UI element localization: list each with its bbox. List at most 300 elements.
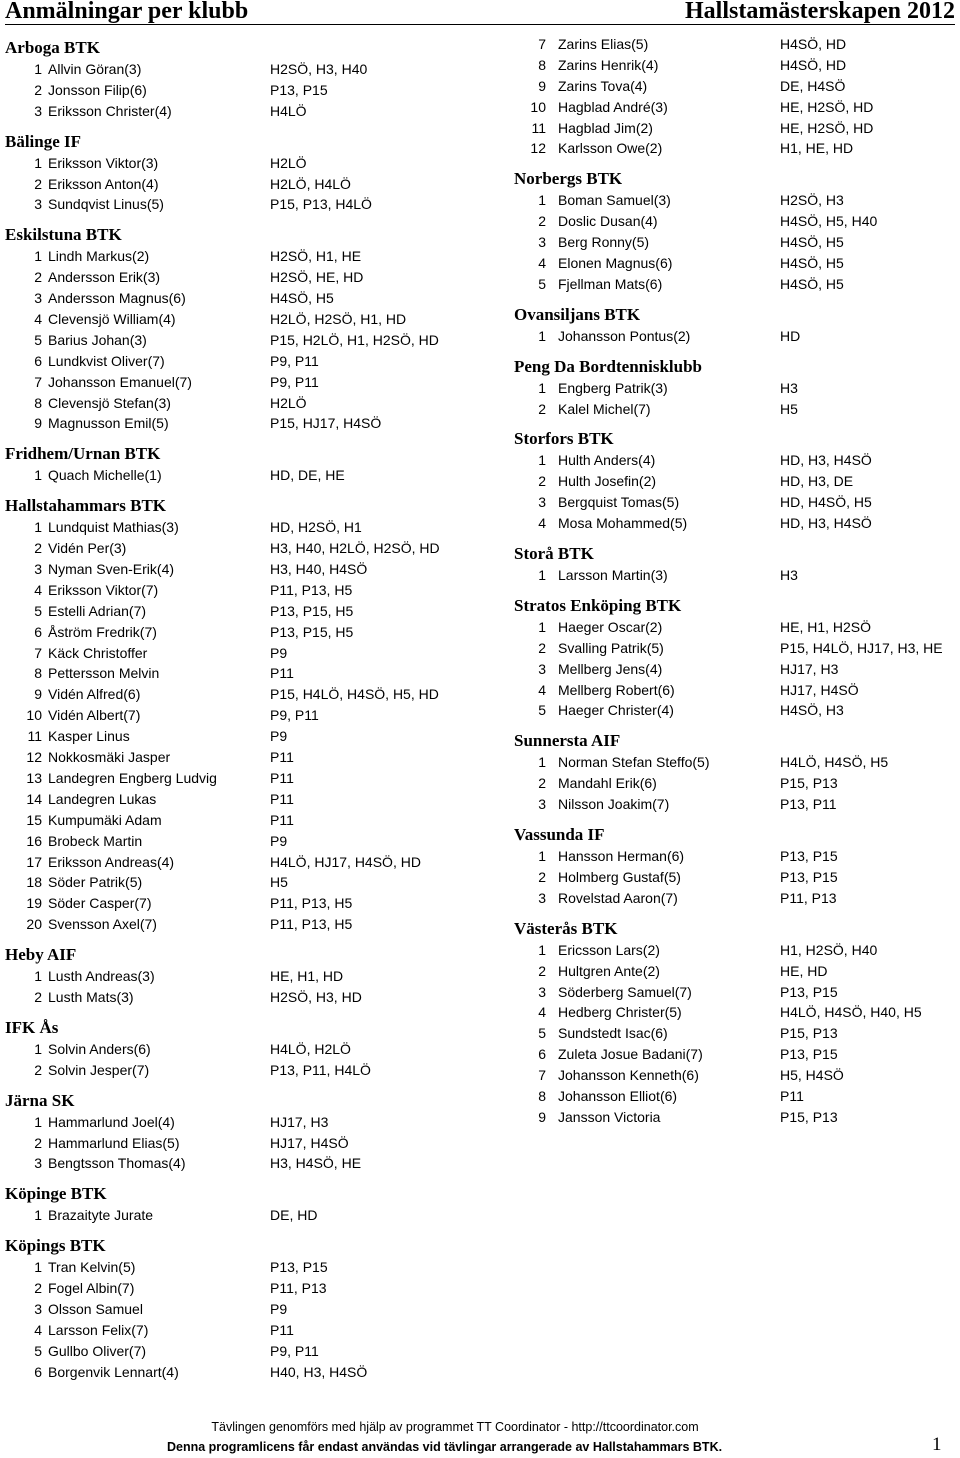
player-row <box>5 580 475 601</box>
entry-number: 3 <box>538 494 546 511</box>
player-name: Söder Patrik(5) <box>48 874 143 891</box>
entry-number: 2 <box>34 81 42 98</box>
player-row <box>514 118 954 139</box>
club-heading: Köpings BTK <box>5 1236 106 1256</box>
event-list: H3 <box>780 567 798 584</box>
player-row <box>514 232 954 253</box>
player-row <box>5 246 475 267</box>
event-list: P9, P11 <box>270 352 319 369</box>
player-row <box>514 399 954 420</box>
page-title: Anmälningar per klubb <box>5 0 249 24</box>
player-name: Söder Casper(7) <box>48 895 152 912</box>
player-name: Quach Michelle(1) <box>48 467 162 484</box>
player-name: Hagblad André(3) <box>558 98 668 115</box>
player-name: Holmberg Gustaf(5) <box>558 868 681 885</box>
player-row <box>514 982 954 1003</box>
player-row <box>5 705 475 726</box>
player-row <box>5 1341 475 1362</box>
club-heading: Bälinge IF <box>5 131 82 151</box>
player-row <box>5 80 475 101</box>
event-list: H4SÖ, HD <box>780 56 847 73</box>
event-list: H2SÖ, H3, HD <box>270 988 362 1005</box>
player-name: Kalel Michel(7) <box>558 400 651 417</box>
player-name: Engberg Patrik(3) <box>558 379 668 396</box>
entry-number: 12 <box>26 749 42 766</box>
player-row <box>5 465 475 486</box>
event-list: P9 <box>270 728 288 745</box>
event-list: P15, P13 <box>780 775 838 792</box>
event-list: P11 <box>270 749 294 766</box>
event-list: P9, P11 <box>270 707 319 724</box>
player-row <box>5 622 475 643</box>
player-row <box>5 987 475 1008</box>
entry-number: 2 <box>538 868 546 885</box>
player-name: Sundqvist Linus(5) <box>48 196 164 213</box>
player-row <box>514 55 954 76</box>
player-row <box>514 138 954 159</box>
player-row <box>5 174 475 195</box>
player-row <box>5 517 475 538</box>
player-name: Olsson Samuel <box>48 1300 143 1317</box>
event-list: H2LÖ <box>270 394 307 411</box>
player-name: Pettersson Melvin <box>48 665 160 682</box>
entry-number: 10 <box>26 707 42 724</box>
player-row <box>514 1107 954 1128</box>
player-row <box>514 76 954 97</box>
event-list: H2LÖ, H2SÖ, H1, HD <box>270 311 407 328</box>
player-name: Lusth Andreas(3) <box>48 968 155 985</box>
player-name: Lundquist Mathias(3) <box>48 519 179 536</box>
event-list: H2SÖ, H3, H40 <box>270 61 368 77</box>
event-list: H3, H40, H4SÖ <box>270 561 368 578</box>
event-list: HE, H2SÖ, HD <box>780 98 874 115</box>
entry-number: 3 <box>538 889 546 906</box>
page-header <box>5 0 955 25</box>
player-name: Haeger Oscar(2) <box>558 618 663 635</box>
player-name: Clevensjö William(4) <box>48 311 176 328</box>
event-title: Hallstamästerskapen 2012 <box>685 0 955 24</box>
entry-number: 1 <box>34 61 42 77</box>
event-list: H4LÖ, H4SÖ, H40, H5 <box>780 1004 922 1021</box>
player-row <box>514 888 954 909</box>
event-list: H3, H40, H2LÖ, H2SÖ, HD <box>270 540 440 557</box>
club-heading: Köpinge BTK <box>5 1184 107 1204</box>
left-column <box>5 31 475 1383</box>
player-name: Käck Christoffer <box>48 644 148 661</box>
club-heading: Västerås BTK <box>514 918 618 938</box>
player-row <box>514 773 954 794</box>
event-list: P11 <box>270 665 294 682</box>
entry-number: 2 <box>34 1061 42 1078</box>
event-list: H1, H2SÖ, H40 <box>780 941 878 958</box>
player-name: Brobeck Martin <box>48 832 143 849</box>
player-name: Hedberg Christer(5) <box>558 1004 682 1021</box>
player-row <box>5 684 475 705</box>
player-name: Landegren Lukas <box>48 790 157 807</box>
event-list: P11, P13, H5 <box>270 895 353 912</box>
entry-number: 4 <box>34 1321 42 1338</box>
event-list: H5 <box>270 874 288 891</box>
player-name: Vidén Albert(7) <box>48 707 141 724</box>
entry-number: 17 <box>26 853 42 870</box>
club-heading: Stratos Enköping BTK <box>514 595 682 615</box>
event-list: P11 <box>270 1321 294 1338</box>
entry-number: 1 <box>538 327 546 344</box>
entry-number: 6 <box>34 352 42 369</box>
event-list: HD, H3, H4SÖ <box>780 515 872 532</box>
player-name: Elonen Magnus(6) <box>558 255 673 272</box>
entry-number: 16 <box>26 832 42 849</box>
player-row <box>5 1362 475 1383</box>
player-name: Sundstedt Isac(6) <box>558 1025 668 1042</box>
player-name: Jansson Victoria <box>558 1108 661 1125</box>
player-name: Zarins Henrik(4) <box>558 56 659 73</box>
player-row <box>514 1044 954 1065</box>
player-name: Johansson Emanuel(7) <box>48 373 192 390</box>
entry-number: 9 <box>34 686 42 703</box>
entry-number: 12 <box>530 140 546 157</box>
event-list: HD, H3, DE <box>780 473 854 490</box>
entry-number: 1 <box>34 519 42 536</box>
entry-number: 2 <box>34 269 42 286</box>
entry-number: 8 <box>538 1087 546 1104</box>
player-row <box>514 1086 954 1107</box>
player-name: Hammarlund Joel(4) <box>48 1113 175 1130</box>
player-name: Hultgren Ante(2) <box>558 962 660 979</box>
event-list: P13, P15 <box>270 1259 328 1276</box>
event-list: P15, HJ17, H4SÖ <box>270 415 382 432</box>
entry-number: 2 <box>34 988 42 1005</box>
player-name: Ericsson Lars(2) <box>558 941 660 958</box>
player-row <box>514 513 954 534</box>
player-name: Karlsson Owe(2) <box>558 140 663 157</box>
event-list: H5, H4SÖ <box>780 1067 844 1084</box>
entry-number: 5 <box>538 702 546 719</box>
entry-number: 1 <box>538 941 546 958</box>
entry-number: 7 <box>538 36 546 52</box>
player-name: Kasper Linus <box>48 728 130 745</box>
player-row <box>514 638 954 659</box>
player-name: Eriksson Viktor(3) <box>48 154 159 171</box>
entry-number: 2 <box>34 175 42 192</box>
entry-number: 4 <box>538 255 546 272</box>
entry-number: 2 <box>34 1134 42 1151</box>
player-row <box>5 153 475 174</box>
player-name: Eriksson Anton(4) <box>48 175 159 192</box>
footer-software-note: Tävlingen genomförs med hjälp av programmet TT Coordinator - http://ttcoordinator.com <box>211 1420 699 1434</box>
event-list: HJ17, H4SÖ <box>780 681 859 698</box>
event-list: P15, P13, H4LÖ <box>270 196 372 213</box>
player-row <box>514 940 954 961</box>
player-name: Jonsson Filip(6) <box>48 81 147 98</box>
event-list: H4SÖ, H5 <box>780 234 844 251</box>
entry-number: 3 <box>34 561 42 578</box>
event-list: P15, P13 <box>780 1025 838 1042</box>
player-name: Berg Ronny(5) <box>558 234 650 251</box>
player-name: Fogel Albin(7) <box>48 1280 135 1297</box>
event-list: HJ17, H3 <box>270 1113 329 1130</box>
entry-number: 11 <box>531 119 546 136</box>
entry-number: 3 <box>34 1155 42 1172</box>
entry-number: 4 <box>34 311 42 328</box>
event-list: H4LÖ, HJ17, H4SÖ, HD <box>270 853 421 870</box>
player-name: Rovelstad Aaron(7) <box>558 889 678 906</box>
event-list: H2SÖ, HE, HD <box>270 269 364 286</box>
event-list: H40, H3, H4SÖ <box>270 1363 368 1380</box>
entry-number: 1 <box>34 1259 42 1276</box>
player-row <box>514 1023 954 1044</box>
player-row <box>5 966 475 987</box>
player-row <box>5 101 475 122</box>
club-heading: Järna SK <box>5 1090 75 1110</box>
entry-number: 13 <box>26 769 42 786</box>
player-name: Boman Samuel(3) <box>558 192 671 209</box>
entry-number: 18 <box>26 874 42 891</box>
event-list: P11, P13 <box>270 1280 327 1297</box>
entry-number: 2 <box>538 473 546 490</box>
entry-number: 5 <box>538 1025 546 1042</box>
event-list: P15, H2LÖ, H1, H2SÖ, HD <box>270 331 439 348</box>
event-list: P11 <box>270 811 294 828</box>
entry-number: 1 <box>34 1040 42 1057</box>
player-name: Clevensjö Stefan(3) <box>48 394 171 411</box>
player-row <box>5 59 475 80</box>
player-row <box>514 1065 954 1086</box>
player-name: Nokkosmäki Jasper <box>48 749 171 766</box>
player-name: Hammarlund Elias(5) <box>48 1134 180 1151</box>
event-list: H4SÖ, H5 <box>780 255 844 272</box>
event-list: P9, P11 <box>270 373 319 390</box>
entry-number: 3 <box>34 1300 42 1317</box>
event-list: H2LÖ <box>270 154 307 171</box>
player-name: Mosa Mohammed(5) <box>558 515 688 532</box>
event-list: P13, P15 <box>270 81 328 98</box>
event-list: H4LÖ, H2LÖ <box>270 1040 351 1057</box>
player-name: Estelli Adrian(7) <box>48 602 147 619</box>
entry-number: 4 <box>538 681 546 698</box>
player-name: Mellberg Robert(6) <box>558 681 675 698</box>
player-row <box>514 794 954 815</box>
entry-number: 5 <box>538 275 546 292</box>
player-name: Zuleta Josue Badani(7) <box>558 1046 703 1063</box>
page-number: 1 <box>932 1434 942 1455</box>
event-list: H4SÖ, H5, H40 <box>780 213 878 230</box>
entry-number: 5 <box>34 1342 42 1359</box>
entry-number: 9 <box>34 415 42 432</box>
player-name: Borgenvik Lennart(4) <box>48 1363 179 1380</box>
entry-number: 8 <box>538 56 546 73</box>
player-row <box>5 330 475 351</box>
player-row <box>5 768 475 789</box>
player-row <box>5 194 475 215</box>
club-heading: Fridhem/Urnan BTK <box>5 444 161 464</box>
entry-number: 1 <box>538 192 546 209</box>
player-row <box>514 680 954 701</box>
event-list: P11 <box>270 790 294 807</box>
club-heading: Storfors BTK <box>514 429 614 449</box>
entry-number: 2 <box>538 639 546 656</box>
player-name: Norman Stefan Steffo(5) <box>558 754 710 771</box>
entry-number: 3 <box>538 660 546 677</box>
player-row <box>5 872 475 893</box>
entry-number: 6 <box>538 1046 546 1063</box>
event-list: P13, P15 <box>780 1046 838 1063</box>
event-list: H3, H4SÖ, HE <box>270 1155 362 1172</box>
entry-number: 2 <box>538 400 546 417</box>
event-list: HE, H2SÖ, HD <box>780 119 874 136</box>
entry-number: 3 <box>538 796 546 813</box>
player-row <box>5 601 475 622</box>
entry-number: 4 <box>34 581 42 598</box>
player-row <box>514 565 954 586</box>
entry-number: 4 <box>538 1004 546 1021</box>
player-name: Haeger Christer(4) <box>558 702 674 719</box>
entry-number: 11 <box>27 728 42 745</box>
event-list: H2LÖ, H4LÖ <box>270 175 351 192</box>
player-row <box>514 867 954 888</box>
entry-number: 9 <box>538 77 546 94</box>
player-row <box>514 97 954 118</box>
event-list: P13, P15, H5 <box>270 602 354 619</box>
entry-number: 2 <box>538 775 546 792</box>
player-name: Hansson Herman(6) <box>558 848 685 865</box>
player-row <box>5 1278 475 1299</box>
event-list: P13, P11 <box>780 796 837 813</box>
entry-number: 20 <box>26 916 42 933</box>
entry-number: 6 <box>34 623 42 640</box>
player-row <box>5 831 475 852</box>
event-list: P13, P15 <box>780 868 838 885</box>
event-list: H2SÖ, H1, HE <box>270 248 362 265</box>
event-list: P13, P15 <box>780 848 838 865</box>
player-row <box>514 450 954 471</box>
entry-number: 1 <box>538 452 546 469</box>
player-name: Lundkvist Oliver(7) <box>48 352 165 369</box>
footer-license-note: Denna programlicens får endast användas vid tävlingar arrangerade av Hallstahammars BTK. <box>167 1440 723 1454</box>
entry-number: 1 <box>34 467 42 484</box>
player-row <box>5 663 475 684</box>
player-name: Zarins Tova(4) <box>558 77 648 94</box>
event-list: P15, H4LÖ, H4SÖ, H5, HD <box>270 686 439 703</box>
entry-number: 2 <box>34 540 42 557</box>
event-list: HD, DE, HE <box>270 467 345 484</box>
entry-number: 2 <box>34 1280 42 1297</box>
entry-number: 2 <box>538 213 546 230</box>
player-row <box>514 253 954 274</box>
player-row <box>514 34 954 55</box>
club-heading: Arboga BTK <box>5 38 100 57</box>
player-row <box>5 852 475 873</box>
player-name: Tran Kelvin(5) <box>48 1259 136 1276</box>
event-list: H4SÖ, HD <box>780 36 847 52</box>
event-list: H4LÖ, H4SÖ, H5 <box>780 754 889 771</box>
event-list: P13, P11, H4LÖ <box>270 1061 371 1078</box>
player-row <box>5 413 475 434</box>
event-list: HE, H1, HD <box>270 968 344 985</box>
event-list: H4SÖ, H5 <box>780 275 844 292</box>
player-row <box>514 617 954 638</box>
entry-number: 15 <box>26 811 42 828</box>
player-name: Vidén Per(3) <box>48 540 127 557</box>
entry-number: 3 <box>34 102 42 119</box>
player-row <box>5 1320 475 1341</box>
entry-number: 1 <box>34 968 42 985</box>
player-name: Landegren Engberg Ludvig <box>48 769 217 786</box>
club-heading: Ovansiljans BTK <box>514 304 641 324</box>
event-list: HJ17, H3 <box>780 660 839 677</box>
entry-number: 1 <box>34 154 42 171</box>
entry-number: 7 <box>34 373 42 390</box>
event-list: H1, HE, HD <box>780 140 854 157</box>
entry-number: 14 <box>26 790 42 807</box>
player-name: Mandahl Erik(6) <box>558 775 657 792</box>
player-name: Svensson Axel(7) <box>48 916 157 933</box>
player-row <box>5 559 475 580</box>
player-name: Eriksson Viktor(7) <box>48 581 159 598</box>
player-row <box>514 961 954 982</box>
player-name: Andersson Magnus(6) <box>48 290 186 307</box>
entry-number: 1 <box>538 754 546 771</box>
player-row <box>514 211 954 232</box>
player-row <box>5 538 475 559</box>
entry-number: 1 <box>538 379 546 396</box>
player-row <box>514 274 954 295</box>
right-column <box>514 31 954 1128</box>
event-list: H5 <box>780 400 798 417</box>
player-name: Bengtsson Thomas(4) <box>48 1155 186 1172</box>
entry-number: 3 <box>34 196 42 213</box>
player-row <box>514 659 954 680</box>
entry-number: 1 <box>538 567 546 584</box>
entry-number: 5 <box>34 602 42 619</box>
event-list: P13, P15 <box>780 983 838 1000</box>
club-heading: Heby AIF <box>5 945 77 965</box>
event-list: HD, H2SÖ, H1 <box>270 519 362 536</box>
player-name: Larsson Felix(7) <box>48 1321 149 1338</box>
club-heading: IFK Ås <box>5 1017 59 1037</box>
player-row <box>514 846 954 867</box>
entry-number: 1 <box>34 248 42 265</box>
player-name: Nilsson Joakim(7) <box>558 796 670 813</box>
event-list: P11 <box>780 1087 804 1104</box>
event-list: P11, P13, H5 <box>270 581 353 598</box>
entry-number: 7 <box>34 644 42 661</box>
club-heading: Peng Da Bordtennisklubb <box>514 356 702 376</box>
entry-number: 10 <box>530 98 546 115</box>
player-name: Zarins Elias(5) <box>558 36 649 52</box>
player-row <box>5 747 475 768</box>
player-row <box>5 789 475 810</box>
entry-number: 19 <box>26 895 42 912</box>
club-heading: Norbergs BTK <box>514 169 623 189</box>
event-list: P9, P11 <box>270 1342 319 1359</box>
player-name: Lusth Mats(3) <box>48 988 134 1005</box>
event-list: P9 <box>270 1300 288 1317</box>
player-name: Gullbo Oliver(7) <box>48 1342 147 1359</box>
club-heading: Hallstahammars BTK <box>5 496 167 516</box>
player-name: Johansson Kenneth(6) <box>558 1067 699 1084</box>
player-row <box>5 1205 475 1226</box>
event-list: H4SÖ, H5 <box>270 290 334 307</box>
player-row <box>5 372 475 393</box>
player-name: Bergquist Tomas(5) <box>558 494 680 511</box>
club-heading: Storå BTK <box>514 544 594 564</box>
player-row <box>5 1153 475 1174</box>
player-name: Åström Fredrik(7) <box>48 623 157 640</box>
player-name: Johansson Pontus(2) <box>558 327 691 344</box>
player-name: Larsson Martin(3) <box>558 567 668 584</box>
entry-number: 9 <box>538 1108 546 1125</box>
